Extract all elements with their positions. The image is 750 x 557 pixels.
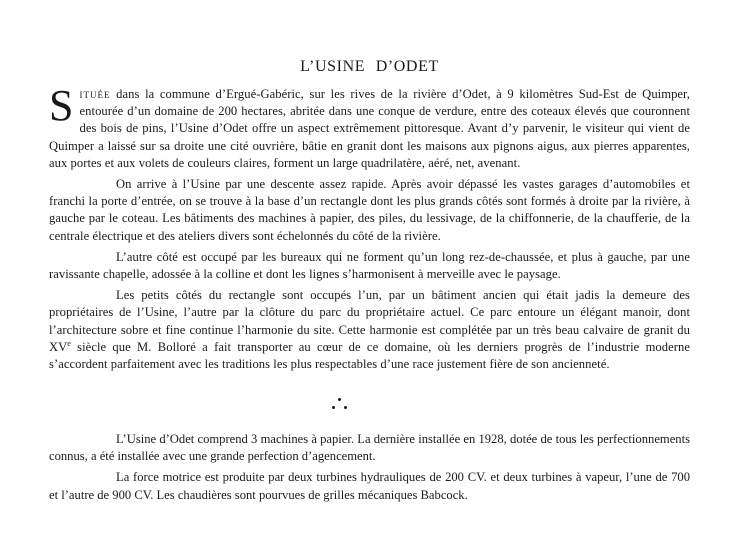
drop-cap: S [49, 81, 74, 130]
smallcaps-lead: ituée [79, 87, 111, 101]
paragraph-1 [49, 81, 690, 172]
century-superscript: e [67, 338, 71, 348]
asterism-dot [332, 406, 335, 409]
asterism-divider [319, 396, 359, 416]
paragraph-1-text: dans la commune d’Ergué-Gabéric, sur les rives de la rivière d’Odet, à 9 kilomètres Sud-Est de Quimper, entourée d’un domaine de 200 hectares, abritée dans une conque de verdure, entre des coteaux élevés que couronnent des bois de pins, l’Usine d’Odet offre un aspect extrêmement pittoresque. Avant d’y parvenir, le visiteur qui vient de Quimper a laissé sur sa droite une cité ouvrière, bâtie en granit dont les maisons aux pignons aigus, aux pierres apparentes, aux portes et aux volets de couleurs claires, forment un large quadrilatère, aéré, net, avenant. [49, 87, 690, 170]
paragraph-3: L’autre côté est occupé par les bureaux qui ne forment qu’un long rez-de-chaussée, et plus à gauche, par une ravissante chapelle, adossée à la colline et dont les lignes s’harmonisent à merveille avec le paysage. [49, 249, 690, 282]
paragraph-4-text-a: Les petits côtés du rectangle sont occupés l’un, par un bâtiment ancien qui était jadis la demeure des propriétaires de l’Usine, l’autre par la clôture du parc du propriétaire actuel. Ce parc entoure un élégant manoir, dont l’architecture sobre et fine continue l’harmonie du site. Cette harmonie est complétée par un très beau calvaire de granit du XV [49, 288, 690, 354]
paragraph-5: L’Usine d’Odet comprend 3 machines à papier. La dernière installée en 1928, dotée de tous les perfectionnements connus, a été installée avec une grande perfection d’agencement. [49, 432, 690, 464]
asterism-dot [338, 398, 341, 401]
section-2 [49, 431, 690, 508]
paragraph-4 [49, 287, 690, 373]
asterism-dot [344, 406, 347, 409]
paragraph-2: On arrive à l’Usine par une descente assez rapide. Après avoir dépassé les vastes garages d’automobiles et franchi la porte d’entrée, on se trouve à la base d’un rectangle dont les plus grands côtés sont formés à droite par la rivière, à gauche par le coteau. Les bâtiments des machines à papier, des piles, du lessivage, de la chiffonnerie, de la chaufferie, de la centrale électrique et des ateliers divers sont échelonnés du côté de la rivière. [49, 177, 690, 243]
section-1 [49, 81, 690, 377]
page-title: L’USINE D’ODET [300, 58, 439, 75]
paragraph-6: La force motrice est produite par deux turbines hydrauliques de 200 CV. et deux turbines à vapeur, l’une de 700 et l’autre de 900 CV. Les chaudières sont pourvues de grilles mécaniques Babcock. [49, 470, 690, 502]
paragraph-4-text-b: siècle que M. Bolloré a fait transporter au cœur de ce domaine, où les derniers progrès de l’industrie moderne s’accordent parfaitement avec les traditions les plus respectables d’une race justement fière de son ancienneté. [49, 339, 690, 372]
